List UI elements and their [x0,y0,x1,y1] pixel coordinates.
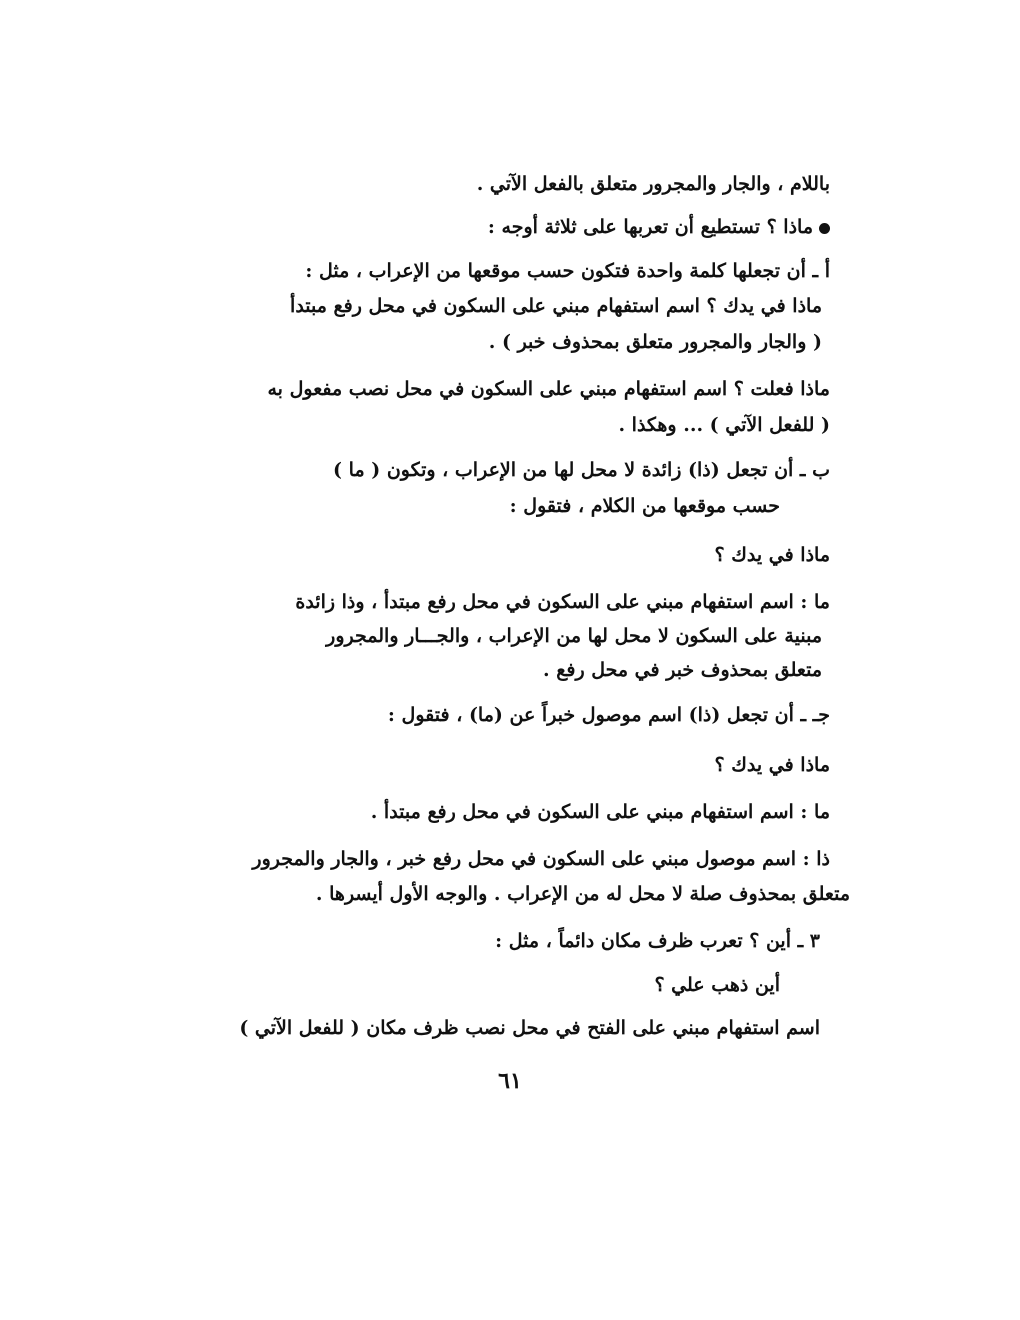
text-line-17: ذا : اسم موصول مبني على السكون في محل رفع خبر ، والجار والمجرور [252,848,830,870]
text-line-13: متعلق بمحذوف خبر في محل رفع . [543,659,822,681]
text-line-19: ٣ ـ أين ؟ تعرب ظرف مكان دائماً ، مثل : [495,930,820,952]
page-number: ٦١ [498,1068,522,1094]
text-line-6: ماذا فعلت ؟ اسم استفهام مبني على السكون في محل نصب مفعول به [267,378,830,400]
text-line-16: ما : اسم استفهام مبني على السكون في محل رفع مبتدأ . [370,801,830,823]
text-line-4: ماذا في يدك ؟ اسم استفهام مبني على السكون في محل رفع مبتدأ [290,295,822,317]
text-line-2 [488,214,830,240]
text-line-8: ب ـ أن تجعل (ذا) زائدة لا محل لها من الإعراب ، وتكون ( ما ) [333,459,830,481]
bullet-icon [819,223,830,234]
text-line-2-label: ماذا ؟ تستطيع أن تعربها على ثلاثة أوجه : [487,216,813,238]
text-line-5: ( والجار والمجرور متعلق بمحذوف خبر ) . [488,331,822,353]
text-line-15: ماذا في يدك ؟ [714,754,830,776]
text-line-10: ماذا في يدك ؟ [714,544,830,566]
text-line-9: حسب موقعها من الكلام ، فتقول : [509,495,780,517]
text-line-3: أ ـ أن تجعلها كلمة واحدة فتكون حسب موقعها من الإعراب ، مثل : [305,260,830,282]
text-line-21: اسم استفهام مبني على الفتح في محل نصب ظرف مكان ( للفعل الآتي ) [239,1017,820,1039]
text-line-7: ( للفعل الآتي ) ... وهكذا . [618,414,830,436]
text-line-20: أين ذهب علي ؟ [654,974,780,996]
text-line-14: جـ ـ أن تجعل (ذا) اسم موصول خبراً عن (ما) ، فتقول : [387,704,830,726]
text-line-12: مبنية على السكون لا محل لها من الإعراب ، والجـــار والمجرور [326,625,822,647]
text-line-18: متعلق بمحذوف صلة لا محل له من الإعراب . والوجه الأول أيسرها . [315,883,850,905]
text-line-1: باللام ، والجار والمجرور متعلق بالفعل الآتي . [476,173,830,195]
text-line-11: ما : اسم استفهام مبني على السكون في محل رفع مبتدأ ، وذا زائدة [295,591,830,613]
